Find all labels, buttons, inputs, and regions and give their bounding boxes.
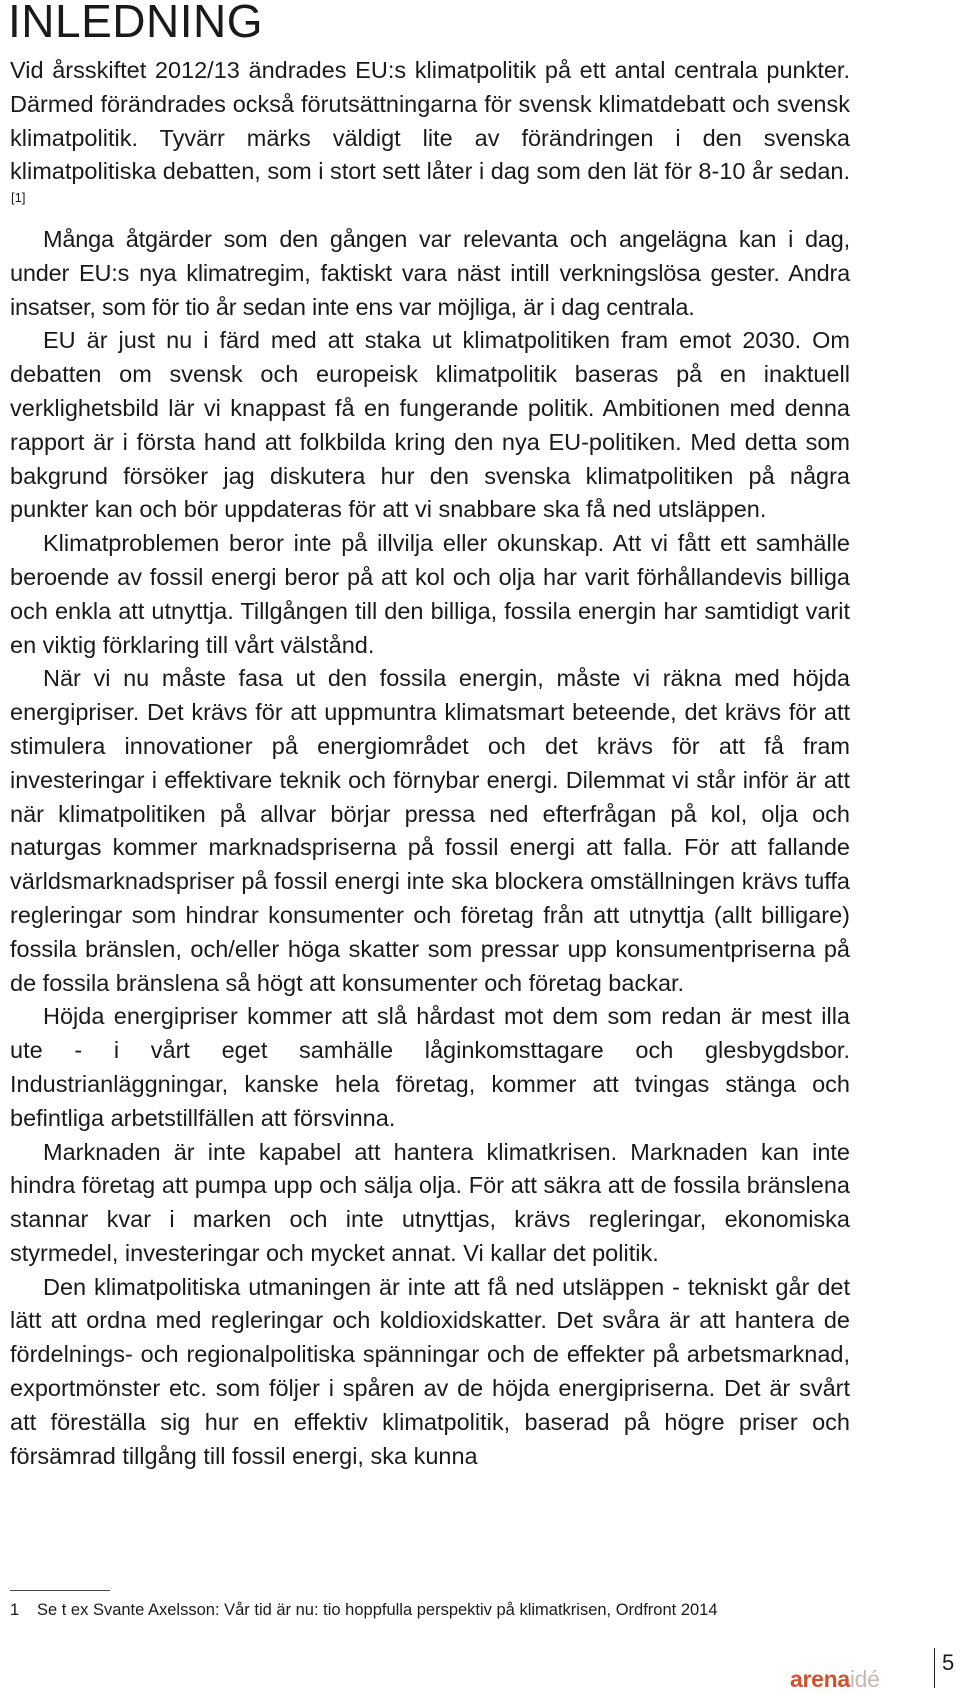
footnote-number: 1 xyxy=(10,1601,20,1619)
paragraph-4: Klimatproblemen beror inte på illvilja eller okunskap. Att vi fått ett samhälle beroende av fossil energi beror på att kol och olja har varit förhållandevis billiga och enkla att utnyttja. Tillgången till den billiga, fossila energin har samtidigt varit en viktig förklaring till vårt välstånd. xyxy=(10,530,850,658)
logo-text-arena: arena xyxy=(790,1666,850,1692)
paragraph-1 xyxy=(10,54,850,223)
paragraph-8: Den klimatpolitiska utmaningen är inte att få ned utsläppen - tekniskt går det lätt att ordna med regleringar och koldioxidskatter. Det svåra är att hantera de fördelnings- och regionalpolitiska spänningar och de effekter på arbetsmarknad, exportmönster etc. som följer i spåren av de höjda energipriserna. Det är svårt att föreställa sig hur en effektiv klimatpolitik, baserad på högre priser och försämrad tillgång till fossil energi, ska kunna xyxy=(10,1273,850,1469)
arena-ide-logo xyxy=(790,1666,880,1694)
paragraph-6: Höjda energipriser kommer att slå hårdast mot dem som redan är mest illa ute - i vårt eget samhälle låginkomsttagare och glesbygdsbor. Industrianläggningar, kanske hela företag, kommer att tvingas stänga och befintliga arbetstillfällen att försvinna. xyxy=(10,1003,850,1131)
logo-text-ide: idé xyxy=(849,1666,880,1692)
paragraph-3: EU är just nu i färd med att staka ut klimatpolitiken fram emot 2030. Om debatten om svensk och europeisk klimatpolitik baseras på en inaktuell verklighetsbild lär vi knappast få en fungerande politik. Ambitionen med denna rapport är i första hand att folkbilda kring den nya EU-politiken. Med detta som bakgrund försöker jag diskutera hur den svenska klimatpolitiken på några punkter kan och bör uppdateras för att vi snabbare ska få ned utsläppen. xyxy=(10,327,850,523)
footnote-text: Se t ex Svante Axelsson: Vår tid är nu: tio hoppfulla perspektiv på klimatkrisen, Ordfront 2014 xyxy=(37,1601,718,1619)
footnote xyxy=(10,1599,718,1621)
paragraph-2: Många åtgärder som den gången var relevanta och angelägna kan i dag, under EU:s nya klimatregim, faktiskt vara näst intill verkningslösa gester. Andra insatser, som för tio år sedan inte ens var möjliga, är i dag centrala. xyxy=(10,225,850,320)
page-title: INLEDNING xyxy=(8,0,263,47)
body-text xyxy=(10,54,850,1473)
paragraph-7: Marknaden är inte kapabel att hantera klimatkrisen. Marknaden kan inte hindra företag att pumpa upp och sälja olja. För att säkra att de fossila bränslena stannar kvar i marken och inte utnyttjas, krävs regleringar, ekonomiska styrmedel, investeringar och mycket annat. Vi kallar det politik. xyxy=(10,1138,850,1266)
page-number: 5 xyxy=(942,1650,955,1675)
footnote-divider xyxy=(10,1590,110,1591)
paragraph-1-text: Vid årsskiftet 2012/13 ändrades EU:s klimatpolitik på ett antal centrala punkter. Därmed förändrades också förutsättningarna för svensk klimatdebatt och svensk klimatpolitik. Tyvärr märks väldigt lite av förändringen i den svenska klimatpolitiska debatten, som i stort sett låter i dag som den lät för 8-10 år sedan. xyxy=(10,57,850,185)
footnote-reference[interactable]: [1] xyxy=(11,190,26,206)
paragraph-5: När vi nu måste fasa ut den fossila energin, måste vi räkna med höjda energipriser. Det krävs för att uppmuntra klimatsmart beteende, det krävs för att stimulera innovationer på energiområdet och det krävs för att få fram investeringar i effektivare teknik och förnybar energi. Dilemmat vi står inför är att när klimatpolitiken på allvar börjar pressa ned efterfrågan på kol, olja och naturgas kommer marknadspriserna på fossil energi att falla. För att fallande världsmarknadspriser på fossil energi inte ska blockera omställningen krävs tuffa regleringar som hindrar konsumenter och företag från att utnyttja (allt billigare) fossila bränslen, och/eller höga skatter som pressar upp konsumentpriserna på de fossila bränslena så högt att konsumenter och företag backar. xyxy=(10,665,850,996)
page-number-divider xyxy=(934,1648,935,1688)
